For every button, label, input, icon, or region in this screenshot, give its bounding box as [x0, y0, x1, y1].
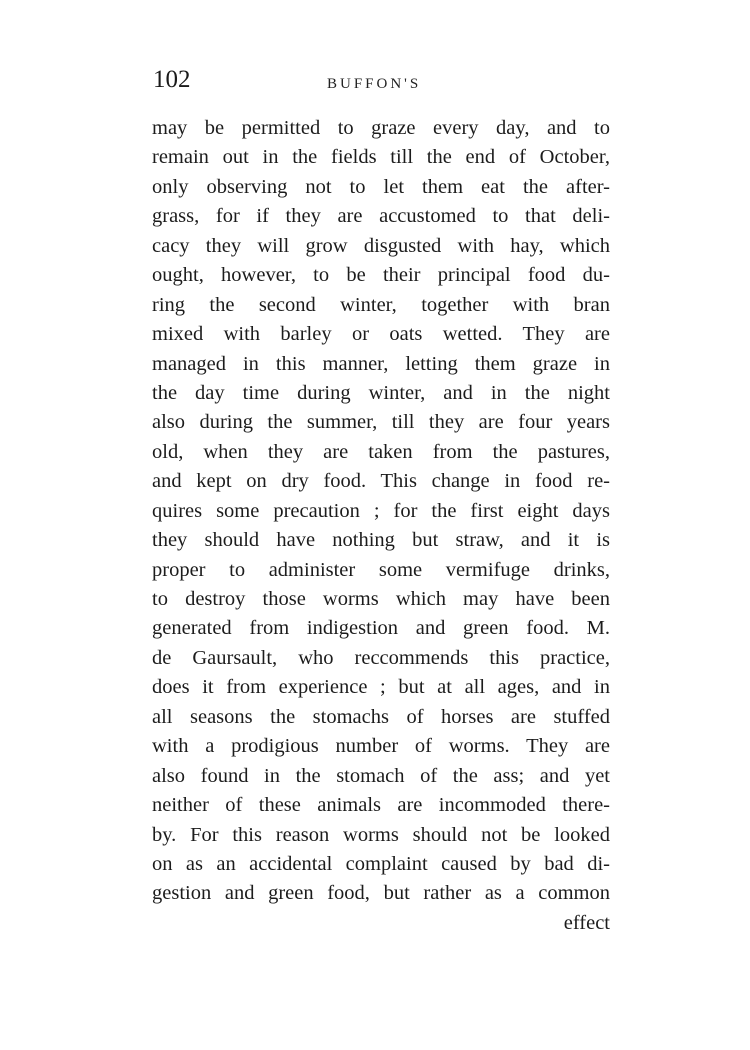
running-title: BUFFON'S [327, 76, 422, 92]
text-line: managed in this manner, letting them graze in [152, 352, 610, 375]
text-line: gestion and green food, but rather as a common [152, 882, 610, 905]
text-line: and kept on dry food. This change in food re- [152, 470, 610, 493]
catchword: effect [563, 911, 610, 934]
text-line: proper to administer some vermifuge drinks, [152, 558, 610, 581]
running-head [153, 66, 613, 100]
text-line: by. For this reason worms should not be looked [152, 823, 610, 846]
body-text [152, 114, 610, 938]
text-line: ring the second winter, together with bran [152, 293, 610, 316]
text-line: mixed with barley or oats wetted. They are [152, 323, 610, 346]
text-line: on as an accidental complaint caused by bad di- [152, 852, 610, 875]
text-line: all seasons the stomachs of horses are stuffed [152, 705, 610, 728]
text-line: grass, for if they are accustomed to that deli- [152, 205, 610, 228]
text-line: cacy they will grow disgusted with hay, which [152, 234, 610, 257]
text-line: may be permitted to graze every day, and to [152, 117, 610, 139]
text-line: generated from indigestion and green food. M. [152, 617, 610, 640]
text-line: only observing not to let them eat the after- [152, 175, 610, 198]
text-line: with a prodigious number of worms. They are [152, 735, 610, 758]
text-line: ought, however, to be their principal food du- [152, 264, 610, 287]
text-line: old, when they are taken from the pastures, [152, 440, 610, 463]
text-line: remain out in the fields till the end of October, [152, 146, 610, 169]
page-number: 102 [153, 66, 191, 93]
text-line: does it from experience ; but at all ages, and in [152, 676, 610, 699]
text-line: quires some precaution ; for the first eight days [152, 499, 610, 522]
text-line: also found in the stomach of the ass; and yet [152, 764, 610, 787]
text-line: the day time during winter, and in the night [152, 381, 610, 404]
text-line: to destroy those worms which may have been [152, 588, 610, 610]
text-line: de Gaursault, who reccommends this practice, [152, 646, 610, 669]
text-line: neither of these animals are incommoded there- [152, 794, 610, 817]
text-line: also during the summer, till they are four years [152, 411, 610, 434]
text-line: they should have nothing but straw, and it is [152, 529, 610, 552]
